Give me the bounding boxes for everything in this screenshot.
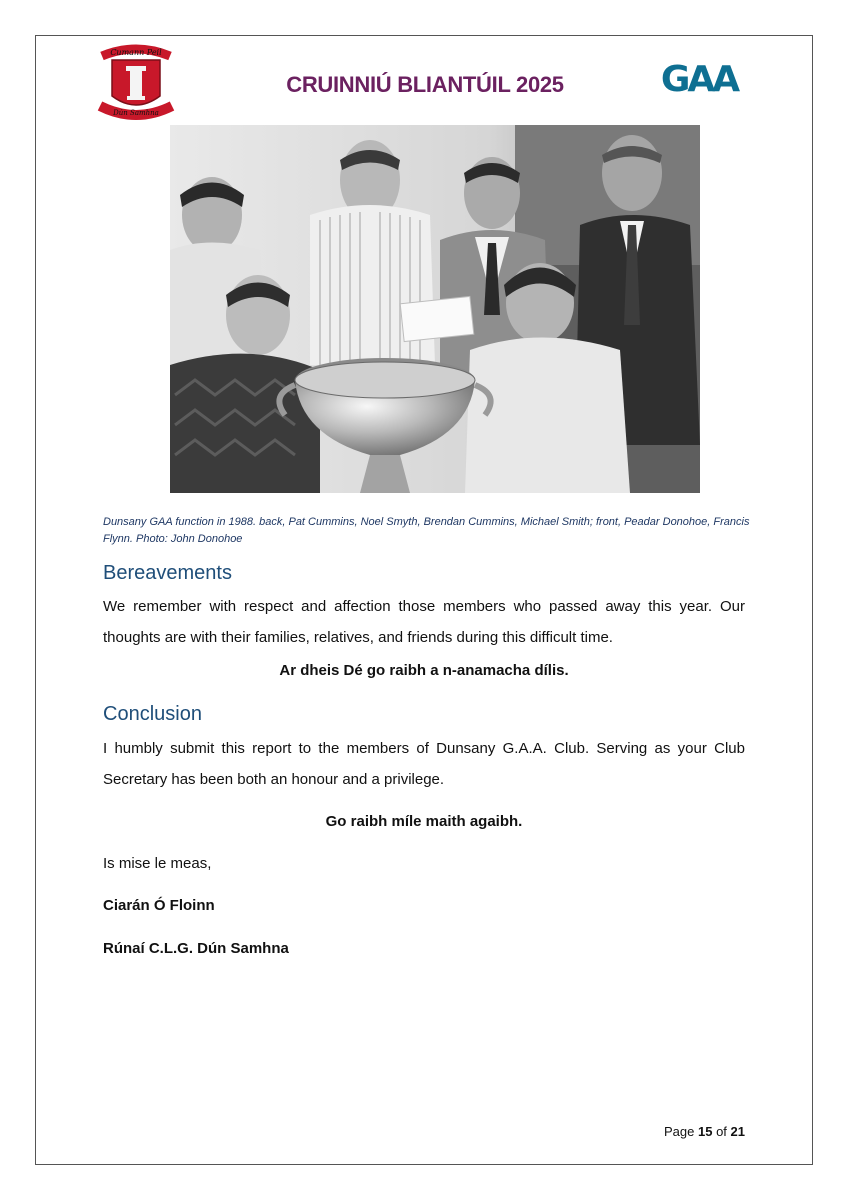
signoff-role: Rúnaí C.L.G. Dún Samhna [103,940,289,957]
page-word: Page [663,1124,695,1139]
of-word: of [716,1124,727,1139]
crest-top-text: Cumann Peil [110,48,162,57]
conclusion-thanks: Go raibh míle maith agaibh. [325,813,523,830]
signoff-name: Ciarán Ó Floinn [103,897,215,914]
gaa-logo [652,58,746,98]
group-photo [170,125,700,493]
gaa-logo-text: GAA [660,59,738,98]
signoff-salutation: Is mise le meas, [103,855,212,872]
bereavements-closing: Ar dheis Dé go raibh a n-anamacha dílis. [279,662,569,679]
page-number: 15 [697,1124,713,1139]
document-title: CRUINNIÚ BLIANTÚIL 2025 [286,72,564,97]
conclusion-body: I humbly submit this report to the members of Dunsany G.A.A. Club. Serving as your Club Secretary has been both an honour and a privilege. [103,740,745,788]
bereavements-heading: Bereavements [103,562,232,584]
page-footer [600,1124,745,1139]
total-pages: 21 [730,1124,745,1139]
club-crest-logo [96,40,176,126]
photo-caption: Dunsany GAA function in 1988. back, Pat Cummins, Noel Smyth, Brendan Cummins, Michael Smith; front, Peadar Donohoe, Francis Flynn. Photo: John Donohoe [103,516,750,545]
crest-bottom-text: Dún Samhna [113,109,159,117]
conclusion-heading: Conclusion [103,703,202,725]
bereavements-body: We remember with respect and affection those members who passed away this year. Our thoughts are with their families, relatives, and friends during this difficult time. [103,598,745,646]
